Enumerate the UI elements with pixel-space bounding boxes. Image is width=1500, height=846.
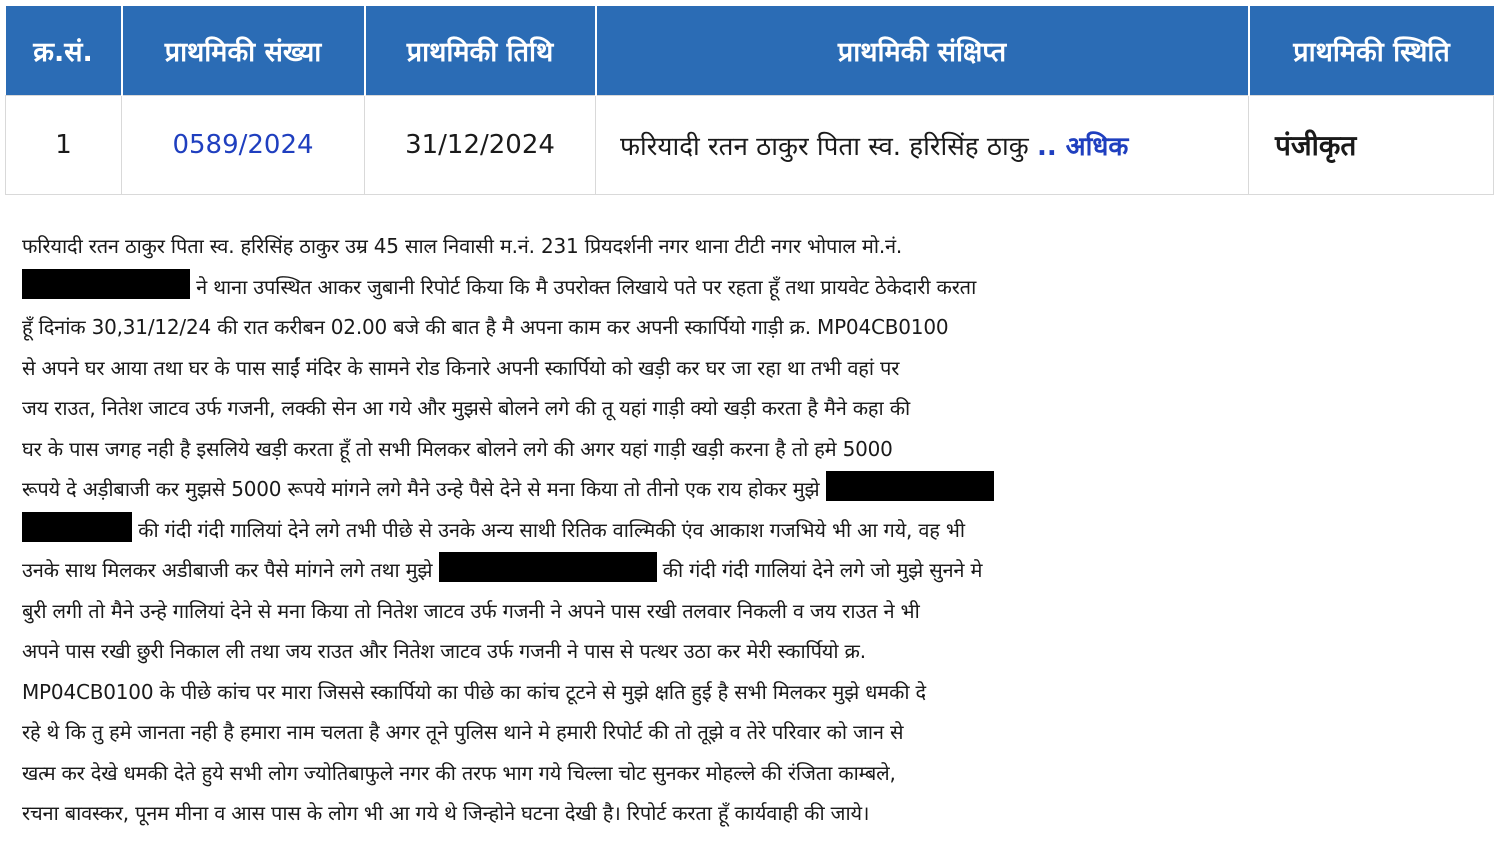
header-fir-status: प्राथमिकी स्थिति	[1249, 6, 1494, 96]
narrative-line	[22, 429, 1490, 470]
narrative-line	[22, 672, 1490, 713]
narrative-line	[22, 226, 1490, 267]
narrative-text: बुरी लगी तो मैने उन्हे गालियां देने से मना किया तो नितेश जाटव उर्फ गजनी ने अपने पास रखी तलवार निकली व जय राउत ने भी	[22, 598, 920, 623]
narrative-line	[22, 793, 1490, 834]
narrative-text: की गंदी गंदी गालियां देने लगे जो मुझे सुनने मे	[662, 558, 983, 582]
narrative-text: रचना बावस्कर, पूनम मीना व आस पास के लोग भी आ गये थे जिन्होने घटना देखी है। रिपोर्ट करता हूँ कार्यवाही की जाये।	[22, 801, 870, 825]
cell-fir-date: 31/12/2024	[365, 96, 596, 195]
narrative-text: रूपये दे अड़ीबाजी कर मुझसे 5000 रूपये मांगने लगे मैने उन्हे पैसे देने से मना किया तो तीनो एक राय होकर मुझे	[22, 477, 820, 501]
header-fir-number: प्राथमिकी संख्या	[122, 6, 365, 96]
narrative-line	[22, 753, 1490, 794]
narrative-text: उनके साथ मिलकर अडीबाजी कर पैसे मांगने लगे तथा मुझे	[22, 558, 433, 582]
narrative-line	[22, 712, 1490, 753]
header-serial: क्र.सं.	[6, 6, 122, 96]
redaction-block	[826, 471, 994, 501]
narrative-line	[22, 267, 1490, 308]
header-fir-date: प्राथमिकी तिथि	[365, 6, 596, 96]
narrative-text: ने थाना उपस्थित आकर जुबानी रिपोर्ट किया कि मै उपरोक्त लिखाये पते पर रहता हूँ तथा प्रायवेट ठेकेदारी करता	[196, 274, 977, 299]
narrative-text: की गंदी गंदी गालियां देने लगे तभी पीछे से उनके अन्य साथी रितिक वाल्मिकी एंव आकाश गजभिये भी आ गये, वह भी	[138, 517, 965, 542]
narrative-line	[22, 348, 1490, 389]
redaction-block	[22, 269, 190, 299]
narrative-text: से अपने घर आया तथा घर के पास साईं मंदिर के सामने रोड किनारे अपनी स्कार्पियो को खड़ी कर घर जा रहा था तभी वहां पर	[22, 355, 900, 380]
narrative-line	[22, 510, 1490, 551]
status-badge: पंजीकृत	[1275, 129, 1357, 162]
narrative-text: घर के पास जगह नही है इसलिये खड़ी करता हूँ तो सभी मिलकर बोलने लगे की अगर यहां गाड़ी खड़ी करना है तो हमे 5000	[22, 436, 893, 461]
narrative-line	[22, 631, 1490, 672]
summary-text: फरियादी रतन ठाकुर पिता स्व. हरिसिंह ठाकु	[620, 132, 1029, 162]
narrative-line	[22, 388, 1490, 429]
narrative-text: जय राउत, नितेश जाटव उर्फ गजनी, लक्की सेन आ गये और मुझसे बोलने लगे की तू यहां गाड़ी क्यो खड़ी करता है मैने कहा की	[22, 396, 911, 420]
cell-fir-summary	[596, 96, 1249, 195]
more-link[interactable]: .. अधिक	[1036, 132, 1129, 162]
fir-number-link[interactable]: 0589/2024	[172, 130, 314, 160]
cell-serial: 1	[6, 96, 122, 195]
redaction-block	[439, 552, 657, 582]
narrative-line	[22, 591, 1490, 632]
narrative-line	[22, 307, 1490, 348]
fir-narrative	[22, 226, 1490, 834]
narrative-text: फरियादी रतन ठाकुर पिता स्व. हरिसिंह ठाकुर उम्र 45 साल निवासी म.नं. 231 प्रियदर्शनी नगर थाना टीटी नगर भोपाल मो.नं.	[22, 234, 903, 258]
narrative-line	[22, 550, 1490, 591]
cell-fir-status	[1249, 96, 1494, 195]
narrative-text: MP04CB0100 के पीछे कांच पर मारा जिससे स्कार्पियो का पीछे का कांच टूटने से मुझे क्षति हुई है सभी मिलकर मुझे धमकी दे	[22, 679, 926, 704]
narrative-text: हूँ दिनांक 30,31/12/24 की रात करीबन 02.00 बजे की बात है मै अपना काम कर अपनी स्कार्पियो गाड़ी क्र. MP04CB0100	[22, 315, 949, 339]
narrative-line	[22, 469, 1490, 510]
table-row	[6, 96, 1494, 195]
narrative-text: खत्म कर देखे धमकी देते हुये सभी लोग ज्योतिबाफुले नगर की तरफ भाग गये चिल्ला चोट सुनकर मोहल्ले की रंजिता काम्बले,	[22, 760, 896, 785]
header-fir-summary: प्राथमिकी संक्षिप्त	[596, 6, 1249, 96]
fir-table	[5, 6, 1494, 195]
redaction-block	[22, 512, 132, 542]
narrative-text: अपने पास रखी छुरी निकाल ली तथा जय राउत और नितेश जाटव उर्फ गजनी ने पास से पत्थर उठा कर मेरी स्कार्पियो क्र.	[22, 639, 866, 663]
cell-fir-number	[122, 96, 365, 195]
narrative-text: रहे थे कि तु हमे जानता नही है हमारा नाम चलता है अगर तूने पुलिस थाने मे हमारी रिपोर्ट की तो तूझे व तेरे परिवार को जान से	[22, 720, 904, 744]
table-header-row	[6, 6, 1494, 96]
